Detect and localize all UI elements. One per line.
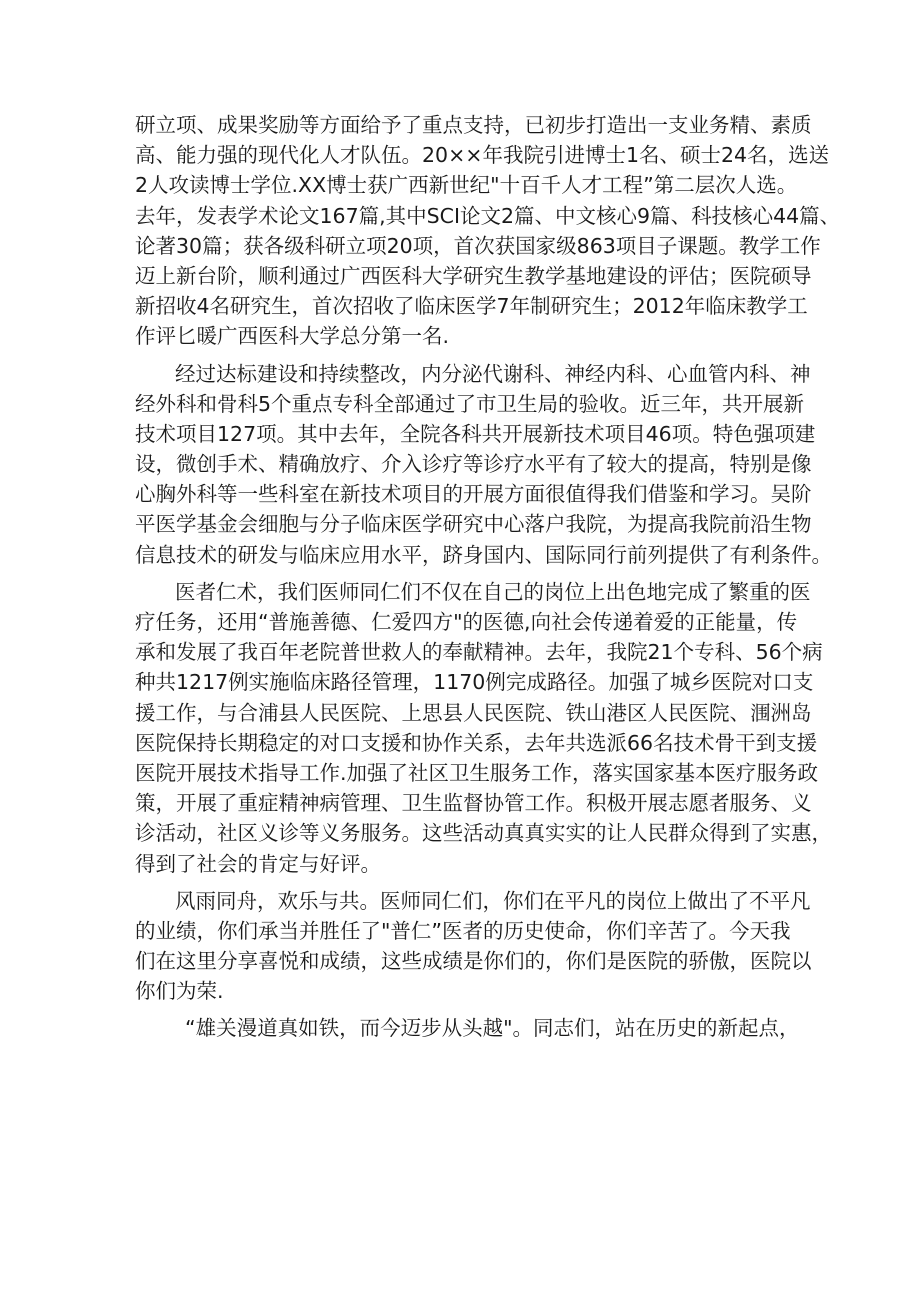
paragraph-medical-ethics xyxy=(135,577,832,879)
paragraph-line: 平医学基金会细胞与分子临床医学研究中心落户我院，为提高我院前沿生物 xyxy=(135,512,812,537)
paragraph-line: 作评匕暖广西医科大学总分第一名. xyxy=(135,324,450,349)
paragraph-line: 们在这里分享喜悦和成绩，这些成绩是你们的，你们是医院的骄傲，医院以 xyxy=(135,949,812,974)
paragraph-line: 你们为荣. xyxy=(135,979,224,1004)
paragraph-line: 疗任务，还用“普施善德、仁爱四方"的医德,向社会传递着爱的正能量，传 xyxy=(135,610,798,634)
paragraph-specialties xyxy=(135,359,832,570)
paragraph-line: 策，开展了重症精神病管理、卫生监督协管工作。积极开展志愿者服务、义 xyxy=(135,791,812,816)
paragraph-line: 医院开展技术指导工作.加强了社区卫生服务工作，落实国家基本医疗服务政 xyxy=(135,760,819,785)
paragraph-line: 的业绩，你们承当并胜任了"普仁”医者的历史使命，你们辛苦了。今天我 xyxy=(135,918,791,943)
paragraph-line: 经外科和骨科5个重点专科全部通过了市卫生局的验收。近三年，共开展新 xyxy=(135,391,805,416)
document-body xyxy=(135,110,841,1044)
paragraph-line: 设，微创手术、精确放疗、介入诊疗等诊疗水平有了较大的提高，特别是像 xyxy=(135,452,812,477)
paragraph-line: 心胸外科等一些科室在新技术项目的开展方面很值得我们借鉴和学习。吴阶 xyxy=(135,482,812,507)
paragraph-talent xyxy=(135,110,841,352)
paragraph-line: 高、能力强的现代化人才队伍。20××年我院引进博士1名、硕士24名，选送 xyxy=(135,143,830,168)
paragraph-line: 种共1217例实施临床路径管理，1170例完成路径。加强了城乡医院对口支 xyxy=(135,670,814,695)
paragraph-line: 新招收4名研究生，首次招收了临床医学7年制研究生；2012年临床教学工 xyxy=(135,294,808,319)
paragraph-line: 信息技术的研发与临床应用水平，跻身国内、国际同行前列提供了有利条件。 xyxy=(135,542,832,567)
paragraph-line: 医院保持长期稳定的对口支援和协作关系，去年共选派66名技术骨干到支援 xyxy=(135,730,818,755)
paragraph-line: 诊活动，社区义诊等义务服务。这些活动真真实实的让人民群众得到了实惠， xyxy=(135,821,832,846)
paragraph-line: “雄关漫道真如铁，而今迈步从头越"。同志们，站在历史的新起点， xyxy=(185,1016,800,1041)
paragraph-line: 迈上新台阶，顺利通过广西医科大学研究生教学基地建设的评估；医院硕导 xyxy=(135,263,812,288)
paragraph-gratitude xyxy=(135,886,812,1007)
paragraph-line: 承和发展了我百年老院普世救人的奉献精神。去年，我院21个专科、56个病 xyxy=(135,640,823,665)
paragraph-line: 2人攻读博士学位.XX博士获广西新世纪"十百千人才工程”第二层次人选。 xyxy=(135,173,798,198)
paragraph-line: 研立项、成果奖励等方面给予了重点支持，已初步打造出一支业务精、素质 xyxy=(135,113,812,137)
paragraph-closing xyxy=(135,1013,803,1043)
paragraph-line: 援工作，与合浦县人民医院、上思县人民医院、铁山港区人民医院、涠洲岛 xyxy=(135,700,812,725)
paragraph-line: 风雨同舟，欢乐与共。医师同仁们，你们在平凡的岗位上做出了不平凡 xyxy=(175,888,811,913)
paragraph-line: 去年，发表学术论文167篇,其中SCI论文2篇、中文核心9篇、科技核心44篇、 xyxy=(135,203,841,228)
paragraph-line: 医者仁术，我们医师同仁们不仅在自己的岗位上出色地完成了繁重的医 xyxy=(175,579,811,604)
paragraph-line: 得到了社会的肯定与好评。 xyxy=(135,851,381,876)
paragraph-line: 论著30篇；获各级科研立项20项，首次获国家级863项目子课题。教学工作 xyxy=(135,233,821,258)
paragraph-line: 技术项目127项。其中去年，全院各科共开展新技术项目46项。特色强项建 xyxy=(135,421,816,446)
paragraph-line: 经过达标建设和持续整改，内分泌代谢科、神经内科、心血管内科、神 xyxy=(175,361,811,386)
